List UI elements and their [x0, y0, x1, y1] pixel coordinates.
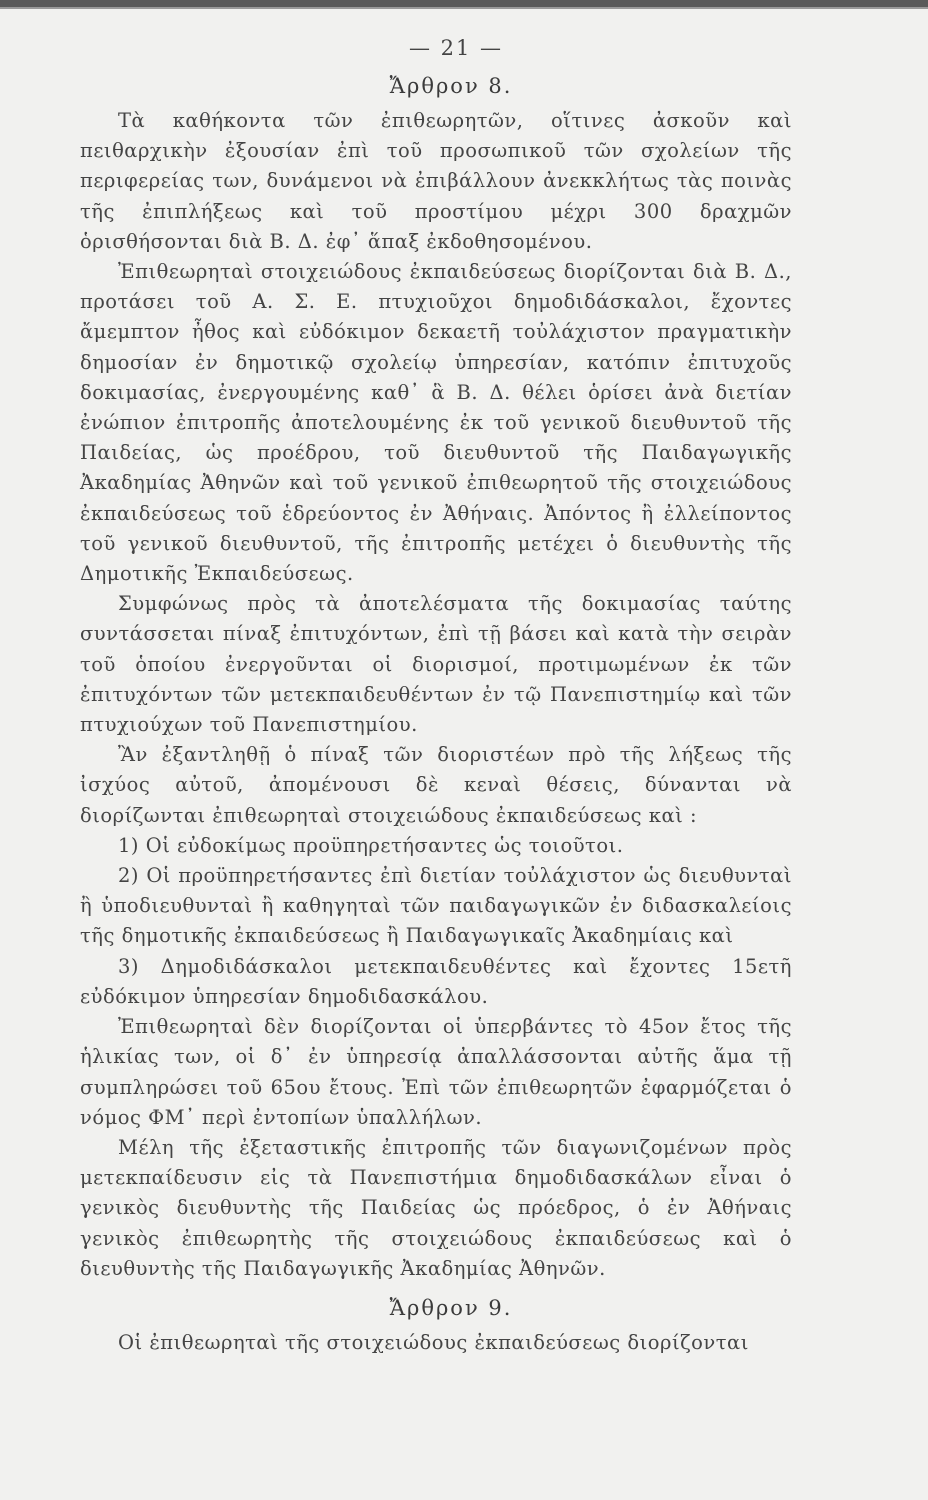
- article-8-list-item-3: 3) Δημοδιδάσκαλοι μετεκπαιδευθέντες καὶ ἔχοντες 15ετῆ εὐδόκιμον ὑπηρεσίαν δημοδιδασκάλου.: [80, 954, 792, 1008]
- document-page: [80, 30, 792, 1358]
- article-8-title: Ἄρθρον 8.: [389, 74, 513, 98]
- article-8-list-item-2: 2) Οἱ προϋπηρετήσαντες ἐπὶ διετίαν τοὐλάχιστον ὡς διευθυνταὶ ἢ ὑποδιευθυνταὶ ἢ καθηγηταὶ τῶν παιδαγωγικῶν ἐν διδασκαλείοις τῆς δημοτικῆς ἐκπαιδεύσεως ἢ Παιδαγωγικαῖς Ἀκαδημίαις καὶ: [80, 864, 792, 948]
- article-9: [80, 1288, 792, 1358]
- article-8-list-item-1: 1) Οἱ εὐδοκίμως προϋπηρετήσαντες ὡς τοιοῦτοι.: [118, 833, 624, 857]
- article-8-paragraph-1: Τὰ καθήκοντα τῶν ἐπιθεωρητῶν, οἵτινες ἀσκοῦν καὶ πειθαρχικὴν ἐξουσίαν ἐπὶ τοῦ προσωπικοῦ τῶν σχολείων τῆς περιφερείας των, δυνάμενοι νὰ ἐπιβάλλουν ἀνεκκλήτως τὰς ποινὰς τῆς ἐπιπλήξεως καὶ τοῦ προστίμου μέχρι 300 δραχμῶν ὁρισθήσονται διὰ Β. Δ. ἐφ᾽ ἅπαξ ἐκδοθησομένου.: [80, 109, 792, 253]
- article-9-paragraph-1: Οἱ ἐπιθεωρηταὶ τῆς στοιχειώδους ἐκπαιδεύσεως διορίζονται: [118, 1330, 749, 1354]
- article-8-paragraph-6: Μέλη τῆς ἐξεταστικῆς ἐπιτροπῆς τῶν διαγωνιζομένων πρὸς μετεκπαίδευσιν εἰς τὰ Πανεπιστήμια δημοδιδασκάλων εἶναι ὁ γενικὸς διευθυντὴς τῆς Παιδείας ὡς πρόεδρος, ὁ ἐν Ἀθήναις γενικὸς ἐπιθεωρητὴς τῆς στοιχειώδους ἐκπαιδεύσεως καὶ ὁ διευθυντὴς τῆς Παιδαγωγικῆς Ἀκαδημίας Ἀθηνῶν.: [80, 1135, 792, 1280]
- article-8-paragraph-5: Ἐπιθεωρηταὶ δὲν διορίζονται οἱ ὑπερβάντες τὸ 45ον ἔτος τῆς ἡλικίας των, οἱ δ᾽ ἐν ὑπηρεσίᾳ ἀπαλλάσσονται αὐτῆς ἅμα τῇ συμπληρώσει τοῦ 65ου ἔτους. Ἐπὶ τῶν ἐπιθεωρητῶν ἐφαρμόζεται ὁ νόμος ΦΜ᾽ περὶ ἐντοπίων ὑπαλλήλων.: [80, 1015, 792, 1129]
- article-8-paragraph-3: Συμφώνως πρὸς τὰ ἀποτελέσματα τῆς δοκιμασίας ταύτης συντάσσεται πίναξ ἐπιτυχόντων, ἐπὶ τῇ βάσει καὶ κατὰ τὴν σειρὰν τοῦ ὁποίου ἐνεργοῦνται οἱ διορισμοί, προτιμωμένων ἐκ τῶν ἐπιτυχόντων τῶν μετεκπαιδευθέντων ἐν τῷ Πανεπιστημίῳ καὶ τῶν πτυχιούχων τοῦ Πανεπιστημίου.: [80, 592, 792, 737]
- page-top-border: [0, 0, 928, 9]
- page-number: — 21 —: [408, 36, 504, 60]
- article-8: [80, 66, 792, 1284]
- article-8-paragraph-4: Ἂν ἐξαντληθῇ ὁ πίναξ τῶν διοριστέων πρὸ τῆς λήξεως τῆς ἰσχύος αὐτοῦ, ἀπομένουσι δὲ κεναὶ θέσεις, δύνανται νὰ διορίζωνται ἐπιθεωρηταὶ στοιχειώδους ἐκπαιδεύσεως καὶ :: [80, 743, 792, 827]
- article-8-paragraph-2: Ἐπιθεωρηταὶ στοιχειώδους ἐκπαιδεύσεως διορίζονται διὰ Β. Δ., προτάσει τοῦ Α. Σ. Ε. πτυχιοῦχοι δημοδιδάσκαλοι, ἔχοντες ἄμεμπτον ἦθος καὶ εὐδόκιμον δεκαετῆ τοὐλάχιστον πραγματικὴν δημοσίαν ἐν δημοτικῷ σχολείῳ ὑπηρεσίαν, κατόπιν ἐπιτυχοῦς δοκιμασίας, ἐνεργουμένης καθ᾽ ἃ Β. Δ. θέλει ὁρίσει ἀνὰ διετίαν ἐνώπιον ἐπιτροπῆς ἀποτελουμένης ἐκ τοῦ γενικοῦ διευθυντοῦ τῆς Παιδείας, ὡς προέδρου, τοῦ διευθυντοῦ τῆς Παιδαγωγικῆς Ἀκαδημίας Ἀθηνῶν καὶ τοῦ γενικοῦ ἐπιθεωρητοῦ τῆς στοιχειώδους ἐκπαιδεύσεως τοῦ ἑδρεύοντος ἐν Ἀθήναις. Ἀπόντος ἢ ἐλλείποντος τοῦ γενικοῦ διευθυντοῦ, τῆς ἐπιτροπῆς μετέχει ὁ διευθυντὴς τῆς Δημοτικῆς Ἐκπαιδεύσεως.: [80, 260, 792, 586]
- article-9-title: Ἄρθρον 9.: [389, 1295, 513, 1320]
